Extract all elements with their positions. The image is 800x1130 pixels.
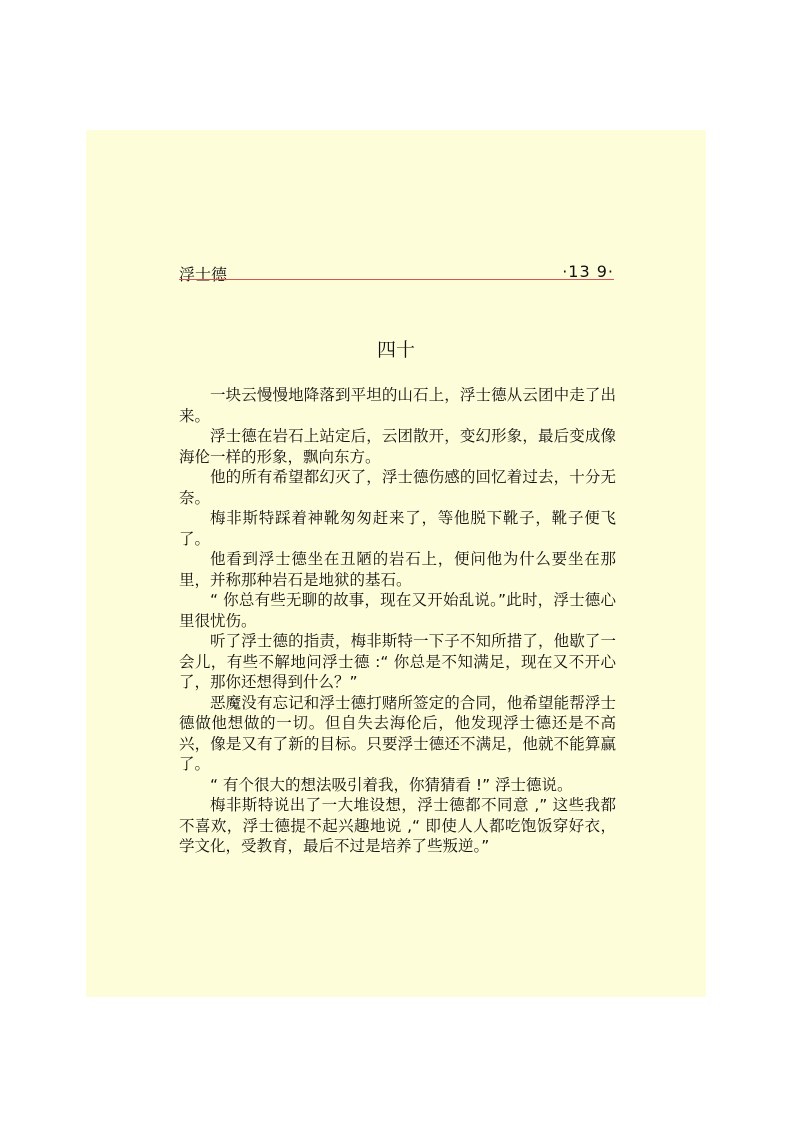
page-number: ·13 9· (562, 262, 614, 281)
paragraph: 恶魔没有忘记和浮士德打赌所签定的合同，他希望能帮浮士德做他想做的一切。但自失去海伦后，他发现浮士德还是不高兴，像是又有了新的目标。只要浮士德还不满足，他就不能算赢了。 (179, 693, 616, 773)
paragraph: “ 你总有些无聊的故事，现在又开始乱说。”此时，浮士德心里很忧伤。 (179, 591, 616, 630)
chapter-body (179, 385, 616, 857)
paragraph: 他看到浮士德坐在丑陋的岩石上，便问他为什么要坐在那里，并称那种岩石是地狱的基石。 (179, 550, 616, 589)
paragraph: 浮士德在岩石上站定后，云团散开，变幻形象，最后变成像海伦一样的形象，飘向东方。 (179, 427, 616, 466)
paragraph: “ 有个很大的想法吸引着我，你猜猜看 !” 浮士德说。 (210, 775, 573, 794)
paragraph: 梅非斯特说出了一大堆设想，浮士德都不同意 ,” 这些我都不喜欢，浮士德提不起兴趣地说 ,“ 即使人人都吃饱饭穿好衣，学文化，受教育，最后不过是培养了些叛逆。” (179, 796, 616, 855)
paragraph: 听了浮士德的指责，梅非斯特一下子不知所措了，他歇了一会儿，有些不解地问浮士德 :“ 你总是不知满足，现在又不开心了，那你还想得到什么？” (179, 632, 616, 691)
header-rule (179, 279, 614, 280)
paragraph: 他的所有希望都幻灭了，浮士德伤感的回忆着过去，十分无奈。 (179, 468, 616, 507)
paragraph: 梅非斯特踩着神靴匆匆赶来了，等他脱下靴子，靴子便飞了。 (179, 509, 616, 548)
paragraph: 一块云慢慢地降落到平坦的山石上，浮士德从云团中走了出来。 (179, 386, 616, 425)
chapter-title: 四十 (376, 339, 415, 361)
book-title: 浮士德 (179, 265, 228, 284)
